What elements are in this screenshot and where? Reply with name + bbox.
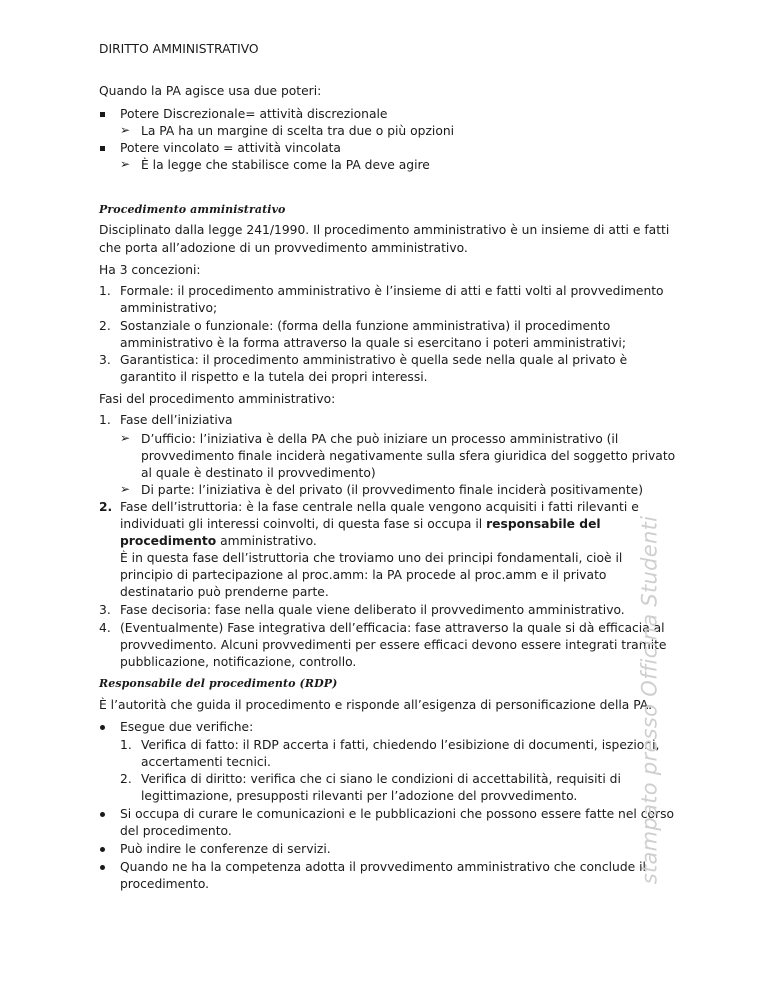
verifica-1-line-1: Verifica di fatto: il RDP accerta i fatti, chiedendo l’esibizione di documenti, ispezioni, <box>141 738 660 752</box>
arrow-bullet-icon: ➢ <box>120 157 131 171</box>
square-bullet-icon <box>100 146 105 151</box>
fase-1-sub-1-line-3: al quale è destinato il provvedimento) <box>141 466 376 480</box>
section-heading-rdp: Responsabile del procedimento (RDP) <box>99 677 338 690</box>
concezione-3-line-1: Garantistica: il procedimento amministrativo è quella sede nella quale al privato è <box>120 353 628 367</box>
intro-item-2: Potere vincolato = attività vincolata <box>120 141 341 155</box>
list-number: 3. <box>99 603 111 617</box>
verifiche-intro: Esegue due verifiche: <box>120 720 254 734</box>
round-bullet-icon <box>100 865 105 870</box>
fase-1-label: Fase dell’iniziativa <box>120 413 233 427</box>
intro-item-1: Potere Discrezionale= attività discrezionale <box>120 107 388 121</box>
document-title: DIRITTO AMMINISTRATIVO <box>99 42 259 56</box>
fase-3-text: Fase decisoria: fase nella quale viene deliberato il provvedimento amministrativo. <box>120 603 625 617</box>
verifica-1-line-2: accertamenti tecnici. <box>141 755 271 769</box>
rdp-bullet-3-line-2: procedimento. <box>120 877 210 891</box>
concezione-2-line-1: Sostanziale o funzionale: (forma della funzione amministrativa) il procedimento <box>120 319 611 333</box>
square-bullet-icon <box>100 112 105 117</box>
fase-2-line-2 <box>120 516 601 533</box>
list-number: 1. <box>99 284 111 298</box>
concezione-3-line-2: garantito il rispetto e la tutela dei propri interessi. <box>120 370 428 384</box>
intro-item-1-sub: La PA ha un margine di scelta tra due o più opzioni <box>141 124 455 138</box>
list-number: 4. <box>99 621 111 635</box>
round-bullet-icon <box>100 847 105 852</box>
concezioni-intro: Ha 3 concezioni: <box>99 263 201 277</box>
fase-4-line-3: pubblicazione, notificazione, controllo. <box>120 655 357 669</box>
section-heading-procedimento: Procedimento amministrativo <box>99 203 286 216</box>
fase-2-extra-line-3: destinatario può prenderne parte. <box>120 585 329 599</box>
rdp-bullet-1-line-2: del procedimento. <box>120 824 232 838</box>
concezione-1-line-1: Formale: il procedimento amministrativo è l’insieme di atti e fatti volti al provvedimento <box>120 284 664 298</box>
fase-2-line-3-text: amministrativo. <box>216 534 317 548</box>
fase-1-sub-1-line-1: D’ufficio: l’iniziativa è della PA che può iniziare un processo amministrativo (il <box>141 432 619 446</box>
fase-2-line-3-bold: procedimento <box>120 534 217 548</box>
fase-1-sub-1-line-2: provvedimento finale inciderà negativamente sulla sfera giuridica del soggetto privato <box>141 449 676 463</box>
rdp-desc: È l’autorità che guida il procedimento e risponde all’esigenza di personificazione della PA. <box>99 698 652 712</box>
rdp-bullet-3-line-1: Quando ne ha la competenza adotta il provvedimento amministrativo che conclude il <box>120 860 646 874</box>
fase-1-sub-2: Di parte: l’iniziativa è del privato (il provvedimento finale inciderà positivamente) <box>141 483 643 497</box>
arrow-bullet-icon: ➢ <box>120 482 131 496</box>
intro-item-2-sub: È la legge che stabilisce come la PA deve agire <box>141 158 430 172</box>
list-number: 2. <box>99 500 113 514</box>
fase-4-line-1: (Eventualmente) Fase integrativa dell’efficacia: fase attraverso la quale si dà efficacia al <box>120 621 665 635</box>
fase-2-extra-line-1: È in questa fase dell’istruttoria che troviamo uno dei principi fondamentali, cioè il <box>120 551 623 565</box>
verifica-2-line-2: legittimazione, presupposti rilevanti per l’adozione del provvedimento. <box>141 789 578 803</box>
intro-line: Quando la PA agisce usa due poteri: <box>99 84 322 98</box>
watermark-text: stampato presso Officina Studenti <box>637 515 662 885</box>
arrow-bullet-icon: ➢ <box>120 431 131 445</box>
concezione-1-line-2: amministrativo; <box>120 301 218 315</box>
rdp-bullet-2: Può indire le conferenze di servizi. <box>120 842 331 856</box>
list-number: 2. <box>120 772 132 786</box>
fase-2-extra-line-2: principio di partecipazione al proc.amm: la PA procede al proc.amm e il privato <box>120 568 607 582</box>
list-number: 2. <box>99 319 111 333</box>
arrow-bullet-icon: ➢ <box>120 123 131 137</box>
procedimento-desc-line-1: Disciplinato dalla legge 241/1990. Il procedimento amministrativo è un insieme di atti e fatti <box>99 223 670 237</box>
fase-2-line-2-bold: responsabile del <box>486 517 601 531</box>
concezione-2-line-2: amministrativo è la forma attraverso la quale si esercitano i poteri amministrativi; <box>120 336 626 350</box>
list-number: 1. <box>120 738 132 752</box>
fase-4-line-2: provvedimento. Alcuni provvedimenti per essere efficaci devono essere integrati tramite <box>120 638 667 652</box>
fase-2-line-2-text: individuati gli interessi coinvolti, di questa fase si occupa il <box>120 517 487 531</box>
fase-2-line-1: Fase dell’istruttoria: è la fase centrale nella quale vengono acquisiti i fatti rilevanti e <box>120 500 639 514</box>
list-number: 3. <box>99 353 111 367</box>
rdp-bullet-1-line-1: Si occupa di curare le comunicazioni e le pubblicazioni che possono essere fatte nel corso <box>120 807 675 821</box>
list-number: 1. <box>99 413 111 427</box>
round-bullet-icon <box>100 812 105 817</box>
verifica-2-line-1: Verifica di diritto: verifica che ci siano le condizioni di accettabilità, requisiti di <box>141 772 621 786</box>
fase-2-line-3 <box>120 533 317 550</box>
round-bullet-icon <box>100 725 105 730</box>
fasi-intro: Fasi del procedimento amministrativo: <box>99 392 336 406</box>
procedimento-desc-line-2: che porta all’adozione di un provvedimento amministrativo. <box>99 241 468 255</box>
